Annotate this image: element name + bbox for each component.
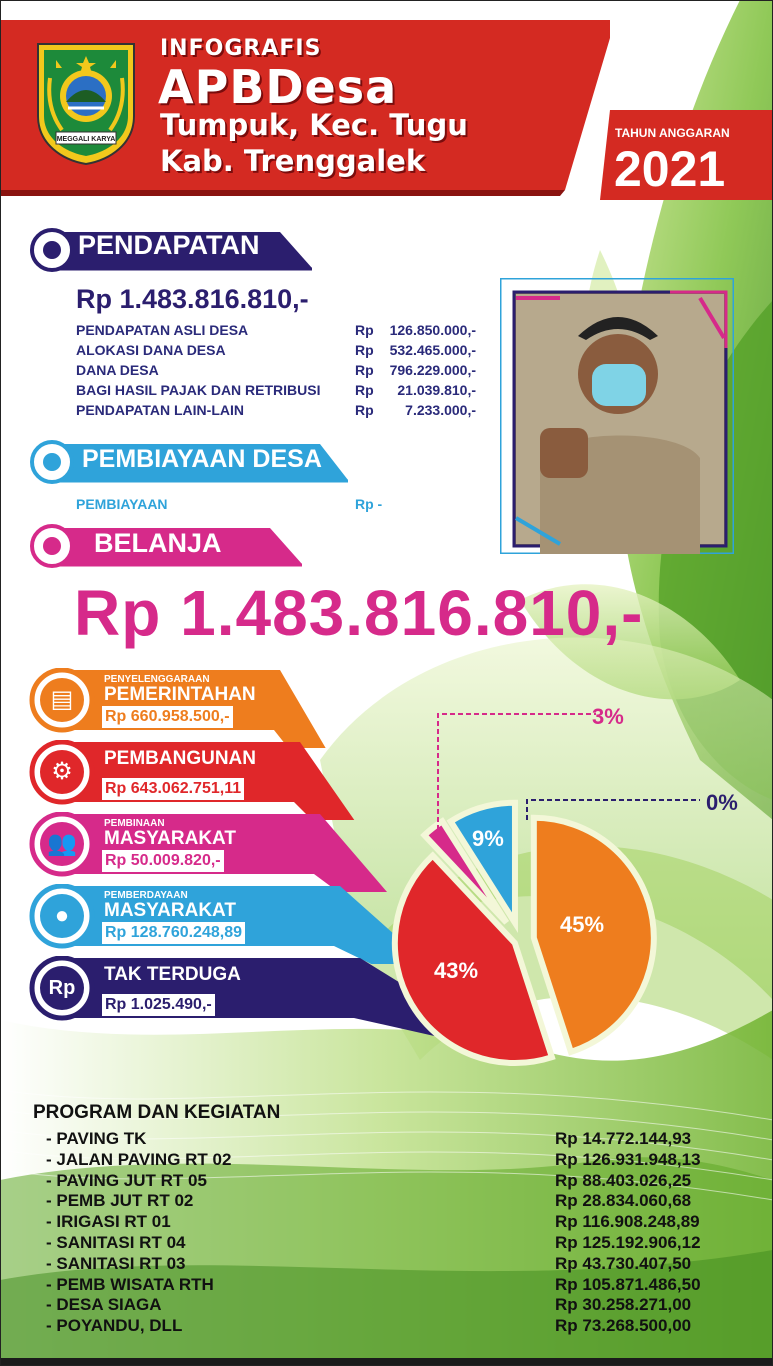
year-value: 2021	[614, 141, 726, 197]
program-item-name: - PAVING TK	[46, 1129, 147, 1148]
pendapatan-item-amount: 532.465.000,-	[389, 342, 476, 358]
pendapatan-item-rp: Rp	[355, 362, 374, 378]
category-subtitle: PEMBERDAYAAN	[104, 890, 188, 901]
pendapatan-item-amount: 126.850.000,-	[389, 322, 476, 338]
person-icon: ●	[54, 902, 70, 929]
program-item-amount: Rp 73.268.500,00	[555, 1316, 692, 1336]
pendapatan-item-amount: 21.039.810,-	[397, 382, 476, 398]
pendapatan-label: PENDAPATAN	[78, 230, 260, 260]
program-item-amount: Rp 116.908.248,89	[555, 1212, 700, 1232]
program-item-name: - SANITASI RT 03	[46, 1253, 186, 1273]
pendapatan-item-name: PENDAPATAN LAIN-LAIN	[76, 402, 244, 418]
pendapatan-item-rp: Rp	[355, 342, 374, 358]
people-icon: 👥	[47, 830, 77, 857]
gears-icon: ⚙	[51, 758, 73, 785]
program-item-amount: Rp 126.931.948,13	[555, 1149, 701, 1169]
program-item-amount: Rp 43.730.407,50	[555, 1253, 692, 1273]
pendapatan-item-rp: Rp	[355, 322, 374, 338]
program-item-amount: Rp 88.403.026,25	[555, 1170, 692, 1190]
pie-label: 0%	[706, 790, 738, 815]
belanja-label: BELANJA	[94, 528, 222, 558]
pendapatan-item-name: PENDAPATAN ASLI DESA	[76, 322, 249, 338]
header-kicker: INFOGRAFIS	[160, 36, 322, 61]
program-item-amount: Rp 125.192.906,12	[555, 1233, 701, 1252]
rp-icon: Rp	[48, 977, 76, 999]
program-item-name: - SANITASI RT 04	[46, 1233, 186, 1252]
program-item-amount: Rp 28.834.060,68	[555, 1191, 692, 1211]
pembiayaan-item-name: PEMBIAYAAN	[76, 496, 168, 512]
monitor-chart-icon: ▤	[50, 686, 74, 713]
category-title: MASYARAKAT	[104, 828, 236, 849]
program-item-amount: Rp 14.772.144,93	[555, 1129, 692, 1148]
category-amount: Rp 128.760.248,89	[102, 922, 245, 944]
program-item-name: - JALAN PAVING RT 02	[46, 1149, 232, 1169]
category-amount: Rp 660.958.500,-	[102, 706, 233, 728]
pendapatan-item-name: BAGI HASIL PAJAK DAN RETRIBUSI	[76, 382, 321, 398]
program-item-name: - DESA SIAGA	[46, 1295, 162, 1315]
program-item-name: - PEMB WISATA RTH	[46, 1274, 214, 1294]
program-title: PROGRAM DAN KEGIATAN	[33, 1102, 281, 1123]
pie-label: 43%	[434, 958, 479, 983]
pembiayaan-label: PEMBIAYAAN DESA	[82, 445, 322, 473]
header-village: Tumpuk, Kec. Tugu	[160, 108, 468, 142]
pie-label: 9%	[472, 826, 504, 851]
pendapatan-item-rp: Rp	[355, 402, 374, 418]
category-title: PEMBANGUNAN	[104, 748, 256, 769]
pendapatan-total: Rp 1.483.816.810,-	[76, 284, 309, 314]
pendapatan-item-amount: 796.229.000,-	[389, 362, 476, 378]
program-item-name: - POYANDU, DLL	[46, 1316, 183, 1336]
program-item-name: - PEMB JUT RT 02	[46, 1191, 194, 1211]
category-title: TAK TERDUGA	[104, 964, 241, 985]
year-label: TAHUN ANGGARAN	[615, 126, 730, 140]
belanja-total: Rp 1.483.816.810,-	[74, 577, 644, 649]
program-item-amount: Rp 105.871.486,50	[555, 1274, 701, 1294]
category-subtitle: PENYELENGGARAAN	[104, 674, 210, 685]
category-title: MASYARAKAT	[104, 900, 236, 921]
pendapatan-item-rp: Rp	[355, 382, 374, 398]
program-item-name: - IRIGASI RT 01	[46, 1212, 171, 1232]
pie-label: 45%	[560, 912, 605, 937]
pembiayaan-item-value: Rp -	[355, 496, 383, 512]
program-item-amount: Rp 30.258.271,00	[555, 1295, 692, 1315]
pendapatan-item-name: ALOKASI DANA DESA	[76, 342, 226, 358]
category-subtitle: PEMBINAAN	[104, 818, 165, 829]
header-regency: Kab. Trenggalek	[160, 144, 426, 178]
pendapatan-item-amount: 7.233.000,-	[405, 402, 476, 418]
category-amount: Rp 50.009.820,-	[102, 850, 224, 872]
program-item-name: - PAVING JUT RT 05	[46, 1170, 207, 1190]
category-amount: Rp 643.062.751,11	[102, 778, 244, 800]
emblem-motto: MEGGALI KARYA	[56, 136, 116, 143]
category-title: PEMERINTAHAN	[104, 684, 256, 705]
pie-label: 3%	[592, 704, 624, 729]
category-amount: Rp 1.025.490,-	[102, 994, 215, 1016]
pendapatan-item-name: DANA DESA	[76, 362, 159, 378]
header-title: APBDesa	[158, 60, 398, 114]
